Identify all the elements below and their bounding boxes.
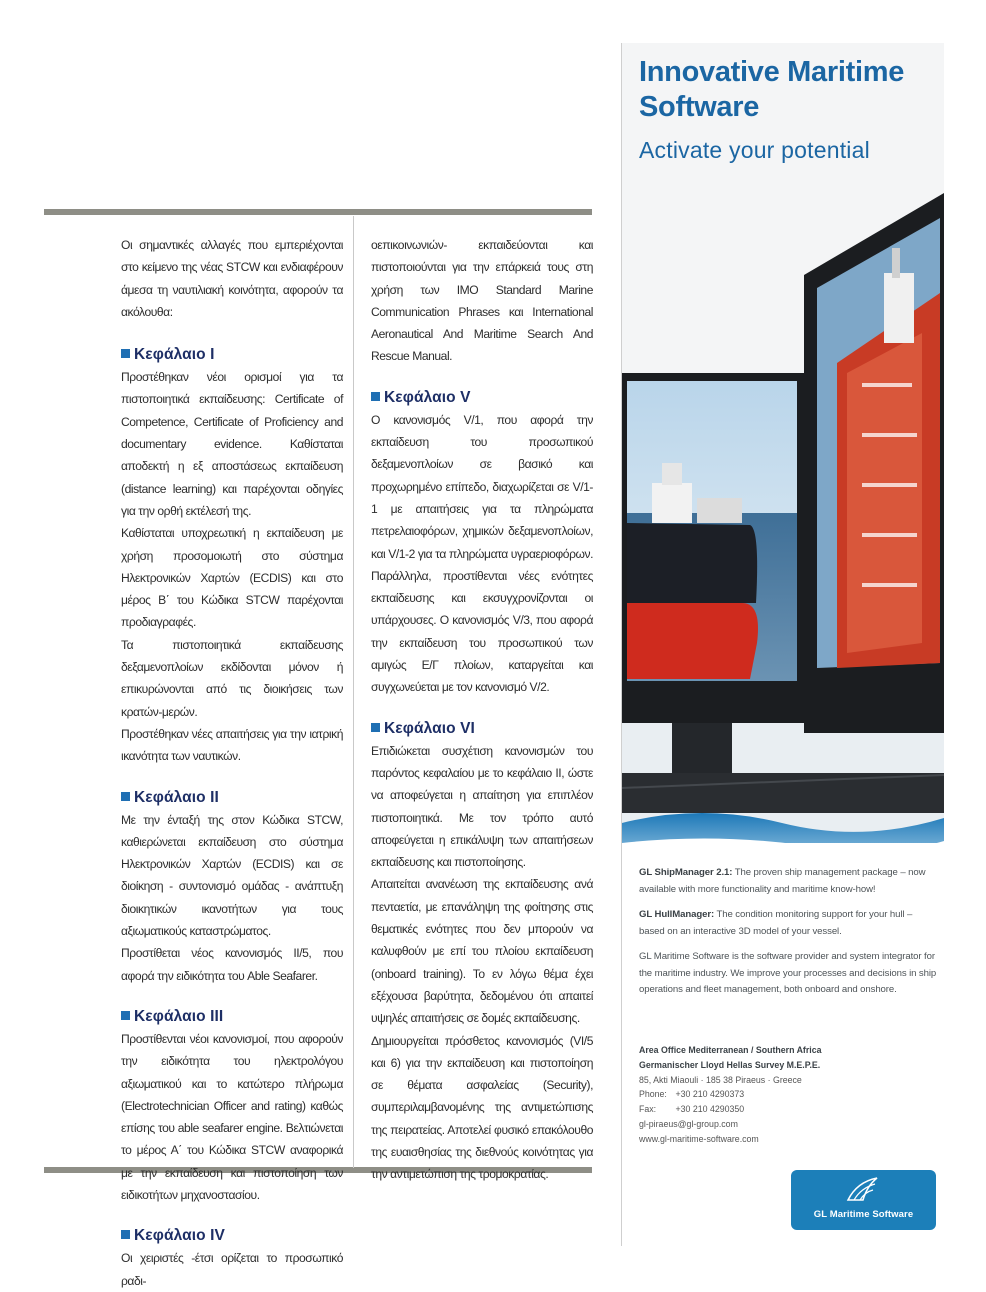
phone-row: Phone: +30 210 4290373 — [639, 1089, 745, 1100]
chapter-3-heading: Κεφάλαιο ΙΙΙ — [121, 1006, 343, 1028]
product-hullmanager: GL HullManager: The condition monitoring support for your hull – based on an interactive 3D model of your vessel. — [639, 909, 913, 937]
bullet-square-icon — [371, 723, 380, 732]
continuation-paragraph: οεπικοινωνιών- εκπαιδεύονται και πιστοποιούνται για την επάρκειά τους στη χρήση των IMO Standard Marine Communication Phrases και International Aeronautical And Maritime Search And Rescue Manual. — [371, 238, 593, 364]
bullet-square-icon — [121, 1011, 130, 1020]
bullet-square-icon — [121, 792, 130, 801]
chapter-6-heading: Κεφάλαιο VΙ — [371, 718, 593, 740]
sail-logo-icon — [791, 1170, 936, 1208]
intro-paragraph: Οι σημαντικές αλλαγές που εμπεριέχονται στο κείμενο της νέας STCW και ενδιαφέρουν άμεσα τη ναυτιλιακή κοινότητα, αφορούν τα ακόλουθα: — [121, 238, 343, 319]
article-column-right — [371, 234, 593, 1186]
chapter-2-paragraph: Με την ένταξή της στον Κώδικα STCW, καθιερώνεται εκπαίδευση στο σύστημα Ηλεκτρονικών Χαρτών (ECDIS) και σε διοίκηση - συντονισμό ομάδας - ανάπτυξη διοικητικών ικανοτήτων για τους αξιωματικούς καταστρώματος. — [121, 812, 343, 939]
chapter-1-paragraph: Καθίσταται υποχρεωτική η εκπαίδευση με χρήση προσομοιωτή στο σύστημα Ηλεκτρονικών Χαρτών (ECDIS) και στο μέρος Β΄ του Κώδικα STCW παρέχονται προδιαγραφές. — [121, 526, 343, 630]
chapter-2-heading: Κεφάλαιο ΙΙ — [121, 787, 343, 809]
bullet-square-icon — [121, 349, 130, 358]
chapter-2-paragraph: Προστίθεται νέος κανονισμός ΙΙ/5, που αφορά την ειδικότητα του Able Seafarer. — [121, 946, 343, 983]
advertisement — [621, 43, 944, 1246]
chapter-6-paragraph: Επιδιώκεται συσχέτιση κανονισμών του παρόντος κεφαλαίου με το κεφάλαιο ΙΙ, ώστε να αποφεύγεται η απαίτηση για επιπλέον πιστοποιητικά. Με τον τρόπο αυτό αποφεύγεται η επικάλυψη των απαιτήσεων εκπαίδευσης και πιστοποίησης. — [371, 743, 593, 870]
company-description: GL Maritime Software is the software provider and system integrator for the maritime industry. We improve your processes and decisions in ship operations and fleet management, both onboard and onshore. — [639, 951, 937, 995]
chapter-3-paragraph: Προστίθενται νέοι κανονισμοί, που αφορούν την ειδικότητα του ηλεκτρολόγου αξιωματικού και το κατώτερο πλήρωμα (Electrotechnician Officer and rating) καθώς επίσης του able seafarer engine. Βελτιώνεται το μέρος Α΄ του Κώδικα STCW αναφορικά με την εκπαίδευση και πιστοποίηση των ειδικοτήτων μηχανοστασίου. — [121, 1031, 343, 1202]
chapter-6-paragraph: Απαιτείται ανανέωση της εκπαίδευσης ανά πενταετία, με επανάληψη της φοίτησης στις θεματικές ενότητες που δεν μπορούν να καλυφθούν με επί του πλοίου εκπαίδευση (onboard training). Το εν λόγω θέμα έχει εξέχουσα βαρύτητα, δεδομένου ότι απαιτεί υψηλές απαιτήσεις σε δομές εκπαίδευσης. — [371, 877, 593, 1026]
gl-logo: GL Maritime Software — [791, 1170, 936, 1230]
ad-contact-block — [639, 1043, 937, 1147]
ad-subtitle: Activate your potential — [639, 137, 870, 163]
ad-body — [639, 865, 937, 1008]
chapter-1-paragraph: Τα πιστοποιητικά εκπαίδευσης δεξαμενοπλοίων εκδίδονται μόνον ή επικυρώνονται από τις διοικήσεις των κρατών-μερών. — [121, 637, 343, 719]
ships-on-monitors-illustration — [622, 43, 944, 863]
chapter-5-paragraph: Ο κανονισμός V/1, που αφορά την εκπαίδευση του προσωπικού δεξαμενοπλοίων σε βασικό και προχωρημένο επίπεδο, διαχωρίζεται σε V/1-1 με απαιτήσεις για τα πληρώματα πετρελαιοφόρων, χημικών δεξαμενοπλοίων, και V/1-2 για τα πληρώματα υγραεριοφόρων. Παράλληλα, προστίθενται νέες ενότητες εκπαίδευσης και εκσυγχρονίζονται οι υπάρχουσες. Ο κανονισμός V/3, που αφορά την εκπαίδευση του προσωπικού των αμιγώς Ε/Γ πλοίων, καταργείται και συγχωνεύεται με τον κανονισμό V/2. — [371, 412, 593, 695]
fax-row: Fax: +30 210 4290350 — [639, 1104, 745, 1115]
chapter-1-paragraph: Προστέθηκαν νέες απαιτήσεις για την ιατρική ικανότητα των ναυτικών. — [121, 726, 343, 764]
top-rule — [44, 209, 592, 215]
bullet-square-icon — [121, 1230, 130, 1239]
product-shipmanager: GL ShipManager 2.1: The proven ship management package – now available with more functionality and maritime know-how! — [639, 867, 926, 895]
address: 85, Akti Miaouli · 185 38 Piraeus · Greece — [639, 1074, 802, 1085]
chapter-1-heading: Κεφάλαιο Ι — [121, 344, 343, 366]
column-divider — [353, 216, 354, 1168]
chapter-6-paragraph: Δημιουργείται πρόσθετος κανονισμός (VI/5 και 6) για την εκπαίδευση και πιστοποίηση σε θέματα ασφαλείας (Security), συμπεριλαμβανομένης της αντιμετώπισης της πειρατείας. Αποτελεί φυσικό επακόλουθο της ευαισθησίας της διεθνούς κοινότητας για την αντιμετώπιση της τρομοκρατίας. — [371, 1033, 593, 1182]
email-link[interactable]: gl-piraeus@gl-group.com — [639, 1118, 738, 1129]
company-name: Germanischer Lloyd Hellas Survey M.E.P.E. — [639, 1059, 821, 1070]
website-link[interactable]: www.gl-maritime-software.com — [639, 1133, 759, 1144]
ad-title: Innovative Maritime Software — [639, 56, 905, 123]
chapter-4-paragraph: Οι χειριστές -έτσι ορίζεται το προσωπικό ραδι- — [121, 1251, 343, 1288]
chapter-5-heading: Κεφάλαιο V — [371, 387, 593, 409]
chapter-4-heading: Κεφάλαιο ΙV — [121, 1225, 343, 1247]
article-column-left — [121, 234, 343, 1292]
chapter-1-paragraph: Προστέθηκαν νέοι ορισμοί για τα πιστοποιητικά εκπαίδευσης: Certificate of Competence, Certificate of Proficiency and documentary evidence. Καθίσταται αποδεκτή η εξ αποστάσεως εκπαίδευση (distance learning) και παρέχονται οδηγίες για την ορθή εκτέλεσή της. — [121, 370, 343, 518]
office-name: Area Office Mediterranean / Southern Africa — [639, 1045, 822, 1055]
bullet-square-icon — [371, 392, 380, 401]
